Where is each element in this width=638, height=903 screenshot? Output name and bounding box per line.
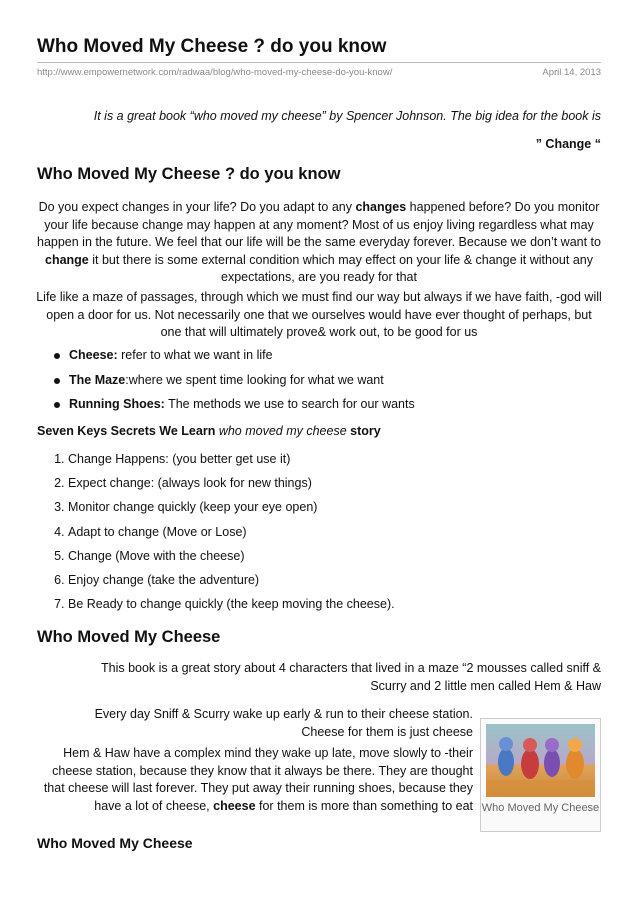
list-item xyxy=(37,396,601,421)
key-text: Enjoy change (take the adventure) xyxy=(68,572,260,587)
paragraph-hem-haw xyxy=(41,745,473,815)
list-item xyxy=(37,372,601,397)
book-figure xyxy=(480,718,601,832)
list-item: 5. Change (Move with the cheese) xyxy=(54,548,245,563)
key-text: Change (Move with the cheese) xyxy=(68,548,245,563)
bold-text: changes xyxy=(355,200,407,214)
definition: :where we spent time looking for what we want xyxy=(125,372,384,387)
figure-caption: Who Moved My Cheese xyxy=(481,802,600,814)
text-run: Hem & Haw have a complex mind they wake up late, move slowly to -their cheese station, because they know that it always be there. They are thought that cheese will last forever. They put away their running shoes, because they have a lot of cheese, xyxy=(43,746,473,813)
paragraph-changes xyxy=(37,199,601,287)
key-text: Be Ready to change quickly (the keep moving the cheese). xyxy=(68,597,395,612)
bold-text: cheese xyxy=(213,798,256,813)
post-title: Who Moved My Cheese ? do you know xyxy=(37,36,387,57)
intro-line: It is a great book “who moved my cheese” by Spencer Johnson. The big idea for the book is xyxy=(93,109,601,123)
term: Running Shoes: xyxy=(69,397,165,411)
list-item: 1. Change Happens: (you better get use it) xyxy=(54,452,291,466)
list-item: 4. Adapt to change (Move or Lose) xyxy=(54,524,247,539)
section-heading: Who Moved My Cheese xyxy=(37,628,221,646)
key-text: Adapt to change (Move or Lose) xyxy=(68,524,247,539)
key-text: Expect change: (always look for new things) xyxy=(68,476,312,491)
definitions-list xyxy=(37,347,601,421)
book-cover-image xyxy=(486,724,595,797)
list-item xyxy=(37,347,601,372)
text-run: Seven Keys Secrets We Learn xyxy=(37,424,219,438)
definition: The methods we use to search for our wants xyxy=(164,397,415,411)
characters-illustration xyxy=(486,724,595,797)
text-run: Do you expect changes in your life? Do you adapt to any xyxy=(38,200,356,214)
definition: refer to what we want in life xyxy=(117,348,273,362)
header-divider xyxy=(37,62,601,63)
list-item: 2. Expect change: (always look for new things) xyxy=(54,476,312,491)
text-run: story xyxy=(346,424,381,438)
text-run: it but there is some external condition which may effect on your life & change it without any expectations, are you ready for that xyxy=(88,252,593,284)
list-item: 7. Be Ready to change quickly (the keep moving the cheese). xyxy=(54,597,395,612)
key-text: Change Happens: (you better get use it) xyxy=(68,452,291,466)
section-heading: Who Moved My Cheese xyxy=(37,835,193,851)
post-date: April 14, 2013 xyxy=(542,67,601,78)
italic-text: who moved my cheese xyxy=(218,424,347,438)
keys-heading xyxy=(37,424,381,438)
text-run: happened before? Do you monitor your life because change may happen at any moment? Most of us enjoy living regardless what may happen in the future. We feel that our life will be the same everyday forever. Because we don’t want to xyxy=(37,200,601,249)
keys-list xyxy=(37,451,601,620)
intro-change-word: ” Change “ xyxy=(535,137,601,151)
bold-text: change xyxy=(45,252,89,267)
text-run: for them is more than something to eat xyxy=(255,798,473,813)
paragraph-sniff-scurry: Every day Sniff & Scurry wake up early & run to their cheese station. Cheese for them is just cheese xyxy=(94,707,473,739)
intro-paragraph xyxy=(37,102,601,158)
paragraph-maze: Life like a maze of passages, through which we must find our way but always if we have faith, -god will open a door for us. Not necessarily one that we ourselves would have ever thought of perhaps, but one that will ultimately prove& work out, to be good for us xyxy=(36,290,602,339)
list-item: 3. Monitor change quickly (keep your eye open) xyxy=(54,500,318,515)
post-url-link[interactable]: http://www.empowernetwork.com/radwaa/blog/who-moved-my-cheese-do-you-know/ xyxy=(37,67,393,78)
term: The Maze xyxy=(69,372,126,387)
section-heading: Who Moved My Cheese ? do you know xyxy=(37,165,341,183)
text-run: This book is a great story about 4 characters that lived in a maze “2 mousses called sniff & Scurry and 2 little men called Hem & Haw xyxy=(100,661,601,693)
key-text: Monitor change quickly (keep your eye open) xyxy=(68,500,318,515)
term: Cheese: xyxy=(69,348,118,362)
list-item: 6. Enjoy change (take the adventure) xyxy=(54,572,260,587)
paragraph-characters xyxy=(37,660,601,695)
